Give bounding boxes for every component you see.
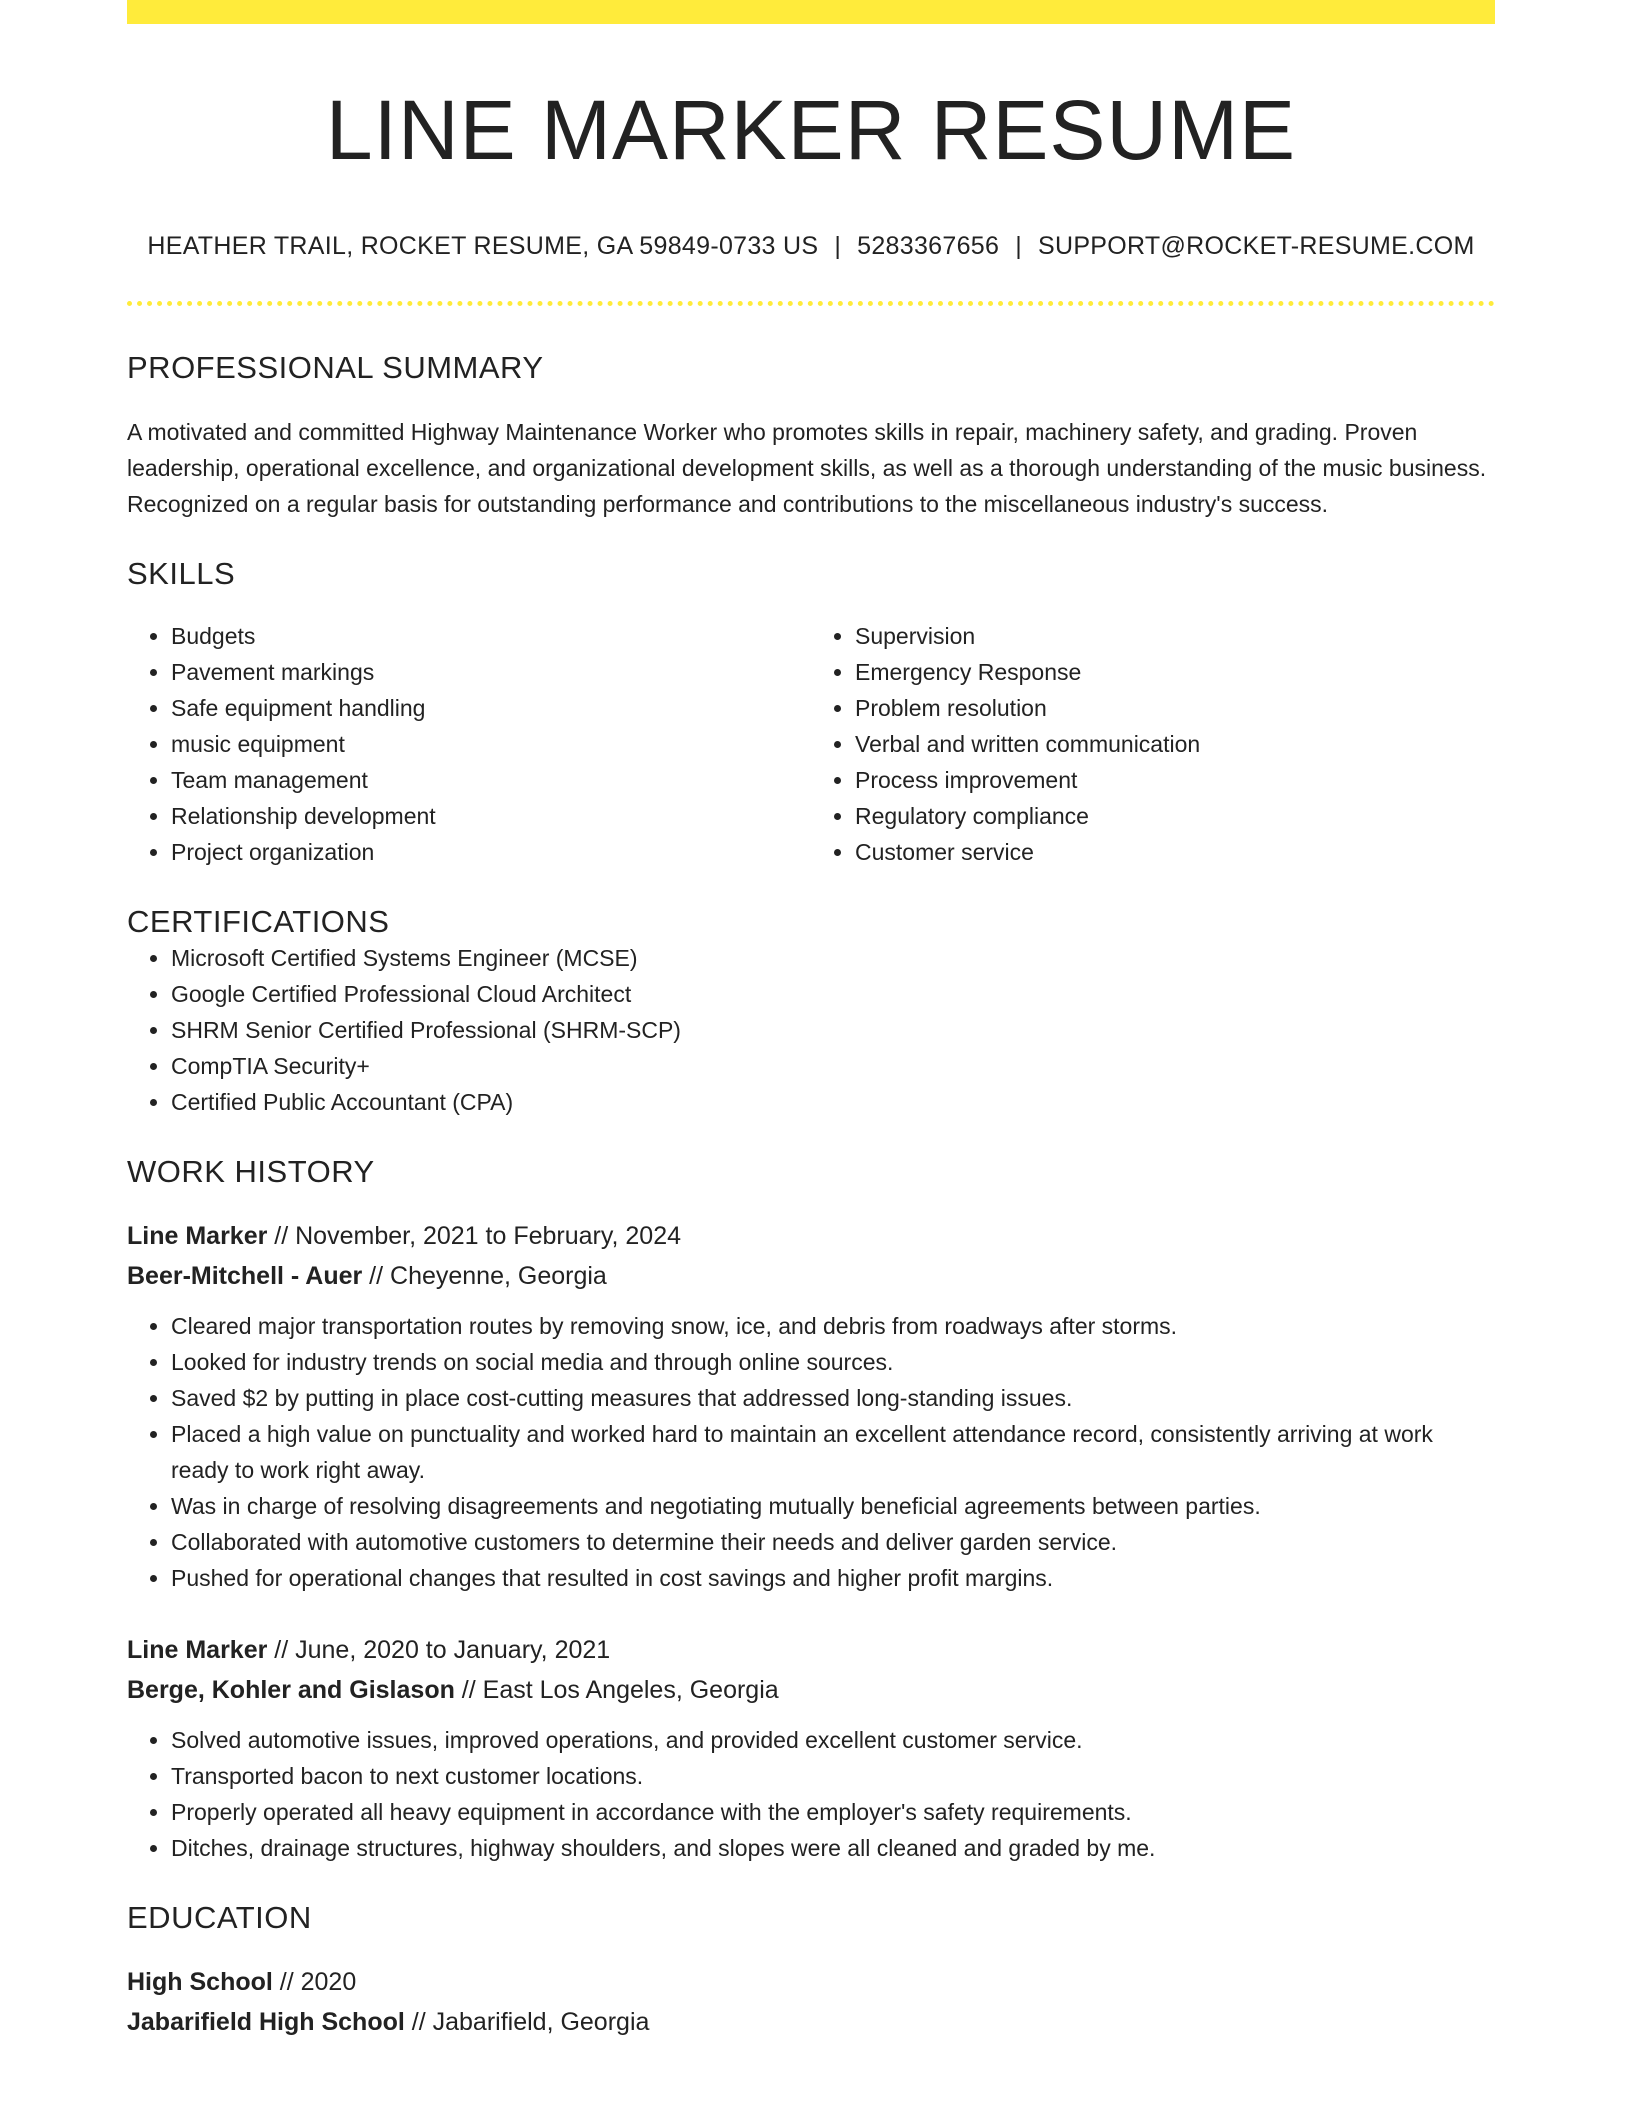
education-degree: High School (127, 1968, 273, 1997)
job-duty: • Placed a high value on punctuality and worked hard to maintain an excellent attendance record, consistently arriving at work ready to work right away. (171, 1416, 1495, 1488)
skill-item: • Customer service (855, 834, 1495, 870)
job-company-line (127, 1670, 1495, 1710)
contact-email: SUPPORT@ROCKET-RESUME.COM (1037, 232, 1475, 261)
header-divider (127, 301, 1495, 306)
job-duty: • Looked for industry trends on social media and through online sources. (171, 1344, 1495, 1380)
job-location: // Cheyenne, Georgia (362, 1262, 607, 1291)
education-year: // 2020 (272, 1968, 357, 1997)
job-dates: // November, 2021 to February, 2024 (267, 1222, 682, 1251)
education-school: Jabarifield High School (127, 2008, 405, 2037)
job-location: // East Los Angeles, Georgia (454, 1676, 779, 1705)
certifications-list (127, 940, 1495, 1120)
job-duty: • Pushed for operational changes that resulted in cost savings and higher profit margins. (171, 1560, 1495, 1596)
job-role: Line Marker (127, 1222, 268, 1251)
skill-item: • Verbal and written communication (855, 726, 1495, 762)
contact-separator: | (834, 232, 842, 261)
certification-item: • Microsoft Certified Systems Engineer (MCSE) (171, 940, 1495, 976)
job-duty: • Saved $2 by putting in place cost-cutting measures that addressed long-standing issues. (171, 1380, 1495, 1416)
job-duty: • Was in charge of resolving disagreements and negotiating mutually beneficial agreements between parties. (171, 1488, 1495, 1524)
job-duty: • Collaborated with automotive customers to determine their needs and deliver garden service. (171, 1524, 1495, 1560)
job-title-line (127, 1216, 1495, 1256)
skills-list-right (811, 618, 1495, 870)
job-duties-list (127, 1722, 1495, 1866)
job-company-line (127, 1256, 1495, 1296)
education-school-line (127, 2002, 1495, 2042)
job-duty: • Properly operated all heavy equipment in accordance with the employer's safety requirements. (171, 1794, 1495, 1830)
job-entry (127, 1216, 1495, 1596)
job-duty: • Solved automotive issues, improved operations, and provided excellent customer service. (171, 1722, 1495, 1758)
contact-address: HEATHER TRAIL, ROCKET RESUME, GA 59849-0733 US (147, 232, 819, 261)
skill-item: • Emergency Response (855, 654, 1495, 690)
contact-separator: | (1015, 232, 1022, 261)
job-role: Line Marker (127, 1636, 268, 1665)
skill-item: • Team management (171, 762, 811, 798)
education-degree-line (127, 1962, 1495, 2002)
skill-item: • Pavement markings (171, 654, 811, 690)
skills-heading: SKILLS (127, 556, 236, 592)
skills-columns (127, 618, 1495, 870)
job-entry (127, 1630, 1495, 1866)
skills-list-left (127, 618, 811, 870)
skill-item: • Project organization (171, 834, 811, 870)
skill-item: • Budgets (171, 618, 811, 654)
job-duties-list (127, 1308, 1495, 1596)
job-duty: • Transported bacon to next customer locations. (171, 1758, 1495, 1794)
contact-phone: 5283367656 (857, 232, 1000, 261)
education-heading: EDUCATION (127, 1900, 312, 1936)
education-location: // Jabarifield, Georgia (404, 2008, 650, 2037)
certification-item: • Certified Public Accountant (CPA) (171, 1084, 1495, 1120)
summary-text: A motivated and committed Highway Maintenance Worker who promotes skills in repair, machinery safety, and grading. Proven leadership, operational excellence, and organizational development skills, as well as a thorough understanding of the music business. Recognized on a regular basis for outstanding performance and contributions to the miscellaneous industry's success. (127, 419, 1487, 518)
certification-item: • CompTIA Security+ (171, 1048, 1495, 1084)
resume-title: LINE MARKER RESUME (325, 83, 1297, 177)
skill-item: • Problem resolution (855, 690, 1495, 726)
education-entry (127, 1962, 1495, 2042)
skill-item: • Relationship development (171, 798, 811, 834)
certification-item: • Google Certified Professional Cloud Architect (171, 976, 1495, 1012)
certifications-heading: CERTIFICATIONS (127, 904, 390, 940)
job-company: Berge, Kohler and Gislason (127, 1676, 455, 1705)
skill-item: • Regulatory compliance (855, 798, 1495, 834)
job-dates: // June, 2020 to January, 2021 (267, 1636, 611, 1665)
job-title-line (127, 1630, 1495, 1670)
certification-item: • SHRM Senior Certified Professional (SHRM-SCP) (171, 1012, 1495, 1048)
job-duty: • Ditches, drainage structures, highway shoulders, and slopes were all cleaned and graded by me. (171, 1830, 1495, 1866)
work-history-heading: WORK HISTORY (127, 1154, 375, 1190)
job-company: Beer-Mitchell - Auer (127, 1262, 363, 1291)
skill-item: • music equipment (171, 726, 811, 762)
skill-item: • Supervision (855, 618, 1495, 654)
resume-page (127, 0, 1495, 2042)
top-accent-bar (127, 0, 1495, 24)
contact-line (127, 232, 1495, 261)
job-duty: • Cleared major transportation routes by removing snow, ice, and debris from roadways after storms. (171, 1308, 1495, 1344)
summary-heading: PROFESSIONAL SUMMARY (127, 350, 544, 386)
skill-item: • Safe equipment handling (171, 690, 811, 726)
skill-item: • Process improvement (855, 762, 1495, 798)
